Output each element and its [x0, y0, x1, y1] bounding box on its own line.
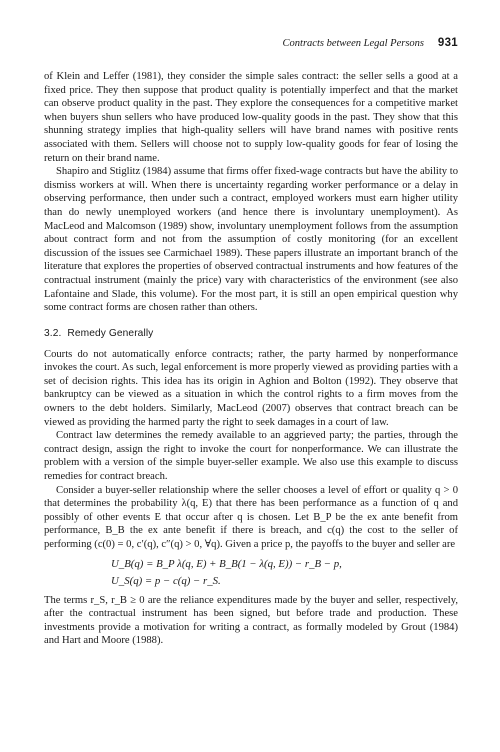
- page: [44, 38, 458, 648]
- paragraph-6: The terms r_S, r_B ≥ 0 are the reliance expenditures made by the buyer and seller, respectively, after the contractual instrument has been signed, but before trade and production. These investments provide a motivation for writing a contract, as formally modeled by Grout (1984) and Hart and Moore (1988).: [44, 594, 458, 647]
- running-head: Contracts between Legal Persons: [282, 38, 424, 49]
- payoff-equations: [44, 556, 458, 590]
- section-number: 3.2.: [44, 327, 62, 339]
- section-gap: [44, 315, 458, 328]
- paragraph-2: Shapiro and Stiglitz (1984) assume that firms offer fixed-wage contracts but have the ability to dismiss workers at will. When there is uncertainty regarding worker performance or a delay in observing performance, then under such a contract, employed workers must earn higher utility than do newly unemployed workers (and hence there is involuntary unemployment). As MacLeod and Malcomson (1989) show, involuntary unemployment follows from the assumption about contract form and not from the assumption of costly monitoring (for an excellent discussion of the issues see Carmichael 1989). These papers illustrate an important branch of the literature that explores the properties of observed contractual instruments and how features of the contractual instrument (mainly the price) vary with characteristics of the environment (see also Lafontaine and Slade, this volume). For the most part, it is still an open empirical question why some contract forms are chosen rather than others.: [44, 166, 458, 314]
- paragraph-5: Consider a buyer-seller relationship where the seller chooses a level of effort or quality q > 0 that determines the probability λ(q, E) that there has been performance as a function of q and possibly of other events E that occur after q is chosen. Let B_P be the ex ante benefit from performance, B_B the ex ante benefit if there is breach, and c(q) the cost to the seller of performing (c(0) = 0, c′(q), c″(q) > 0, ∀q). Given a price p, the payoffs to the buyer and seller are: [44, 484, 458, 550]
- paragraph-3: Courts do not automatically enforce contracts; rather, the party harmed by nonperformance invokes the court. As such, legal enforcement is more properly viewed as providing parties with a set of decision rights. This idea has its origin in Aghion and Bolton (1992). They observe that bankruptcy can be viewed as a situation in which the control rights to a firm moves from the owners to the debt holders. Similarly, MacLeod (2007) observes that contract breach can be viewed as providing the harmed party the right to seek damages in a court of law.: [44, 348, 458, 428]
- page-header: [44, 38, 458, 54]
- equation-buyer-payoff: U_B(q) = B_P λ(q, E) + B_B(1 − λ(q, E)) − r_B − p,: [111, 557, 342, 570]
- section-heading: [44, 328, 458, 339]
- paragraph-4: Contract law determines the remedy available to an aggrieved party; the parties, through the contract design, assign the right to invoke the court for nonperformance. We can illustrate the problem with a version of the simple buyer-seller example. We also use this example to discuss remedies for contract breach.: [44, 430, 458, 483]
- equation-seller-payoff: U_S(q) = p − c(q) − r_S.: [111, 574, 221, 587]
- page-number: 931: [437, 37, 458, 49]
- section-title: Remedy Generally: [67, 327, 154, 339]
- paragraph-1: of Klein and Leffer (1981), they consider the simple sales contract: the seller sells a good at a fixed price. They then suppose that product quality is potentially imperfect and that the market can observe product quality in the past. They explore the consequences for a competitive market when buyers shun sellers who have produced low-quality goods in the past. They show that this shunning strategy implies that high-quality sellers will have brand names with positive rents associated with them. Sellers will choose not to supply low-quality goods for fear of losing the return on their brand name.: [44, 71, 458, 164]
